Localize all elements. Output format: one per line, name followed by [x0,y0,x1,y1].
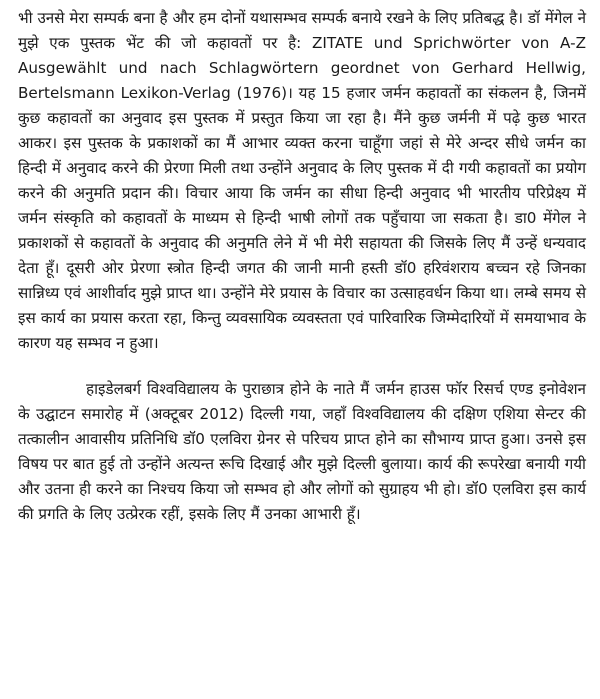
paragraph-heidelberg-university: हाइडेलबर्ग विश्वविद्यालय के पुराछात्र होने के नाते मैं जर्मन हाउस फॉर रिसर्च एण्ड इनोवेशन के उद्घाटन समारोह में (अक्टूबर 2012) दिल्ली गया, जहाँ विश्वविद्यालय की दक्षिण एशिया सेन्टर की तत्कालीन आवासीय प्रतिनिधि डॉ0 एलविरा ग्रेनर से परिचय प्राप्त होने का सौभाग्य प्राप्त हुआ। उनसे इस विषय पर बात हुई तो उन्होंने अत्यन्त रूचि दिखाई और मुझे दिल्ली बुलाया। कार्य की रूपरेखा बनायी गयी और उतना ही करने का निश्चय किया जो सम्भव हो और लोगों को सुग्राहय भी हो। डॉ0 एलविरा इस कार्य की प्रगति के लिए उत्प्रेरक रहीं, इसके लिए मैं उनका आभारी हूँ। [18,380,586,523]
paragraph-acknowledgement-proverbs: भी उनसे मेरा सम्पर्क बना है और हम दोनों यथासम्भव सम्पर्क बनाये रखने के लिए प्रतिबद्ध है। डॉ मेंगेल ने मुझे एक पुस्तक भेंट की जो कहावतों पर है: ZITATE und Sprichwörter von A-Z Ausgewählt und nach Schlagwörtern geordnet von Gerhard Hellwig, Bertelsmann Lexikon-Verlag (1976)। यह 15 हजार जर्मन कहावतों का संकलन है, जिनमें कुछ कहावतों का अनुवाद इस पुस्तक में प्रस्तुत किया जा रहा है। मैंने कुछ जर्मनी में पढ़े कुछ भारत आकर। इस पुस्तक के प्रकाशकों का मैं आभार व्यक्त करना चाहूँगा जहां से मेरे अन्दर सीधे जर्मन का हिन्दी में अनुवाद करने की प्रेरणा मिली तथा उन्होंने अनुवाद के लिए पुस्तक में दी गयी कहावतों का प्रयोग करने की अनुमति प्रदान की। विचार आया कि जर्मन का सीधा हिन्दी अनुवाद भी भारतीय परिप्रेक्ष्य में जर्मन संस्कृति को कहावतों के माध्यम से हिन्दी भाषी लोगों तक पहुँचाया जा सकता है। डा0 मेंगेल ने प्रकाशकों से कहावतों के अनुवाद की अनुमति लेने में भी मेरी सहायता की जिसके लिए मैं उन्हें धन्यवाद देता हूँ। दूसरी ओर प्रेरणा स्त्रोत हिन्दी जगत की जानी मानी हस्ती डॉ0 हरिवंशराय बच्चन रहे जिनका सान्निध्य एवं आशीर्वाद मुझे प्राप्त था। उन्होंने मेरे प्रयास के विचार का उत्साहवर्धन किया था। लम्बे समय से इस कार्य का प्रयास करता रहा, किन्तु व्यवसायिक व्यवस्तता एवं पारिवारिक जिम्मेदारियों में समयाभाव के कारण यह सम्भव न हुआ। [18,9,586,352]
